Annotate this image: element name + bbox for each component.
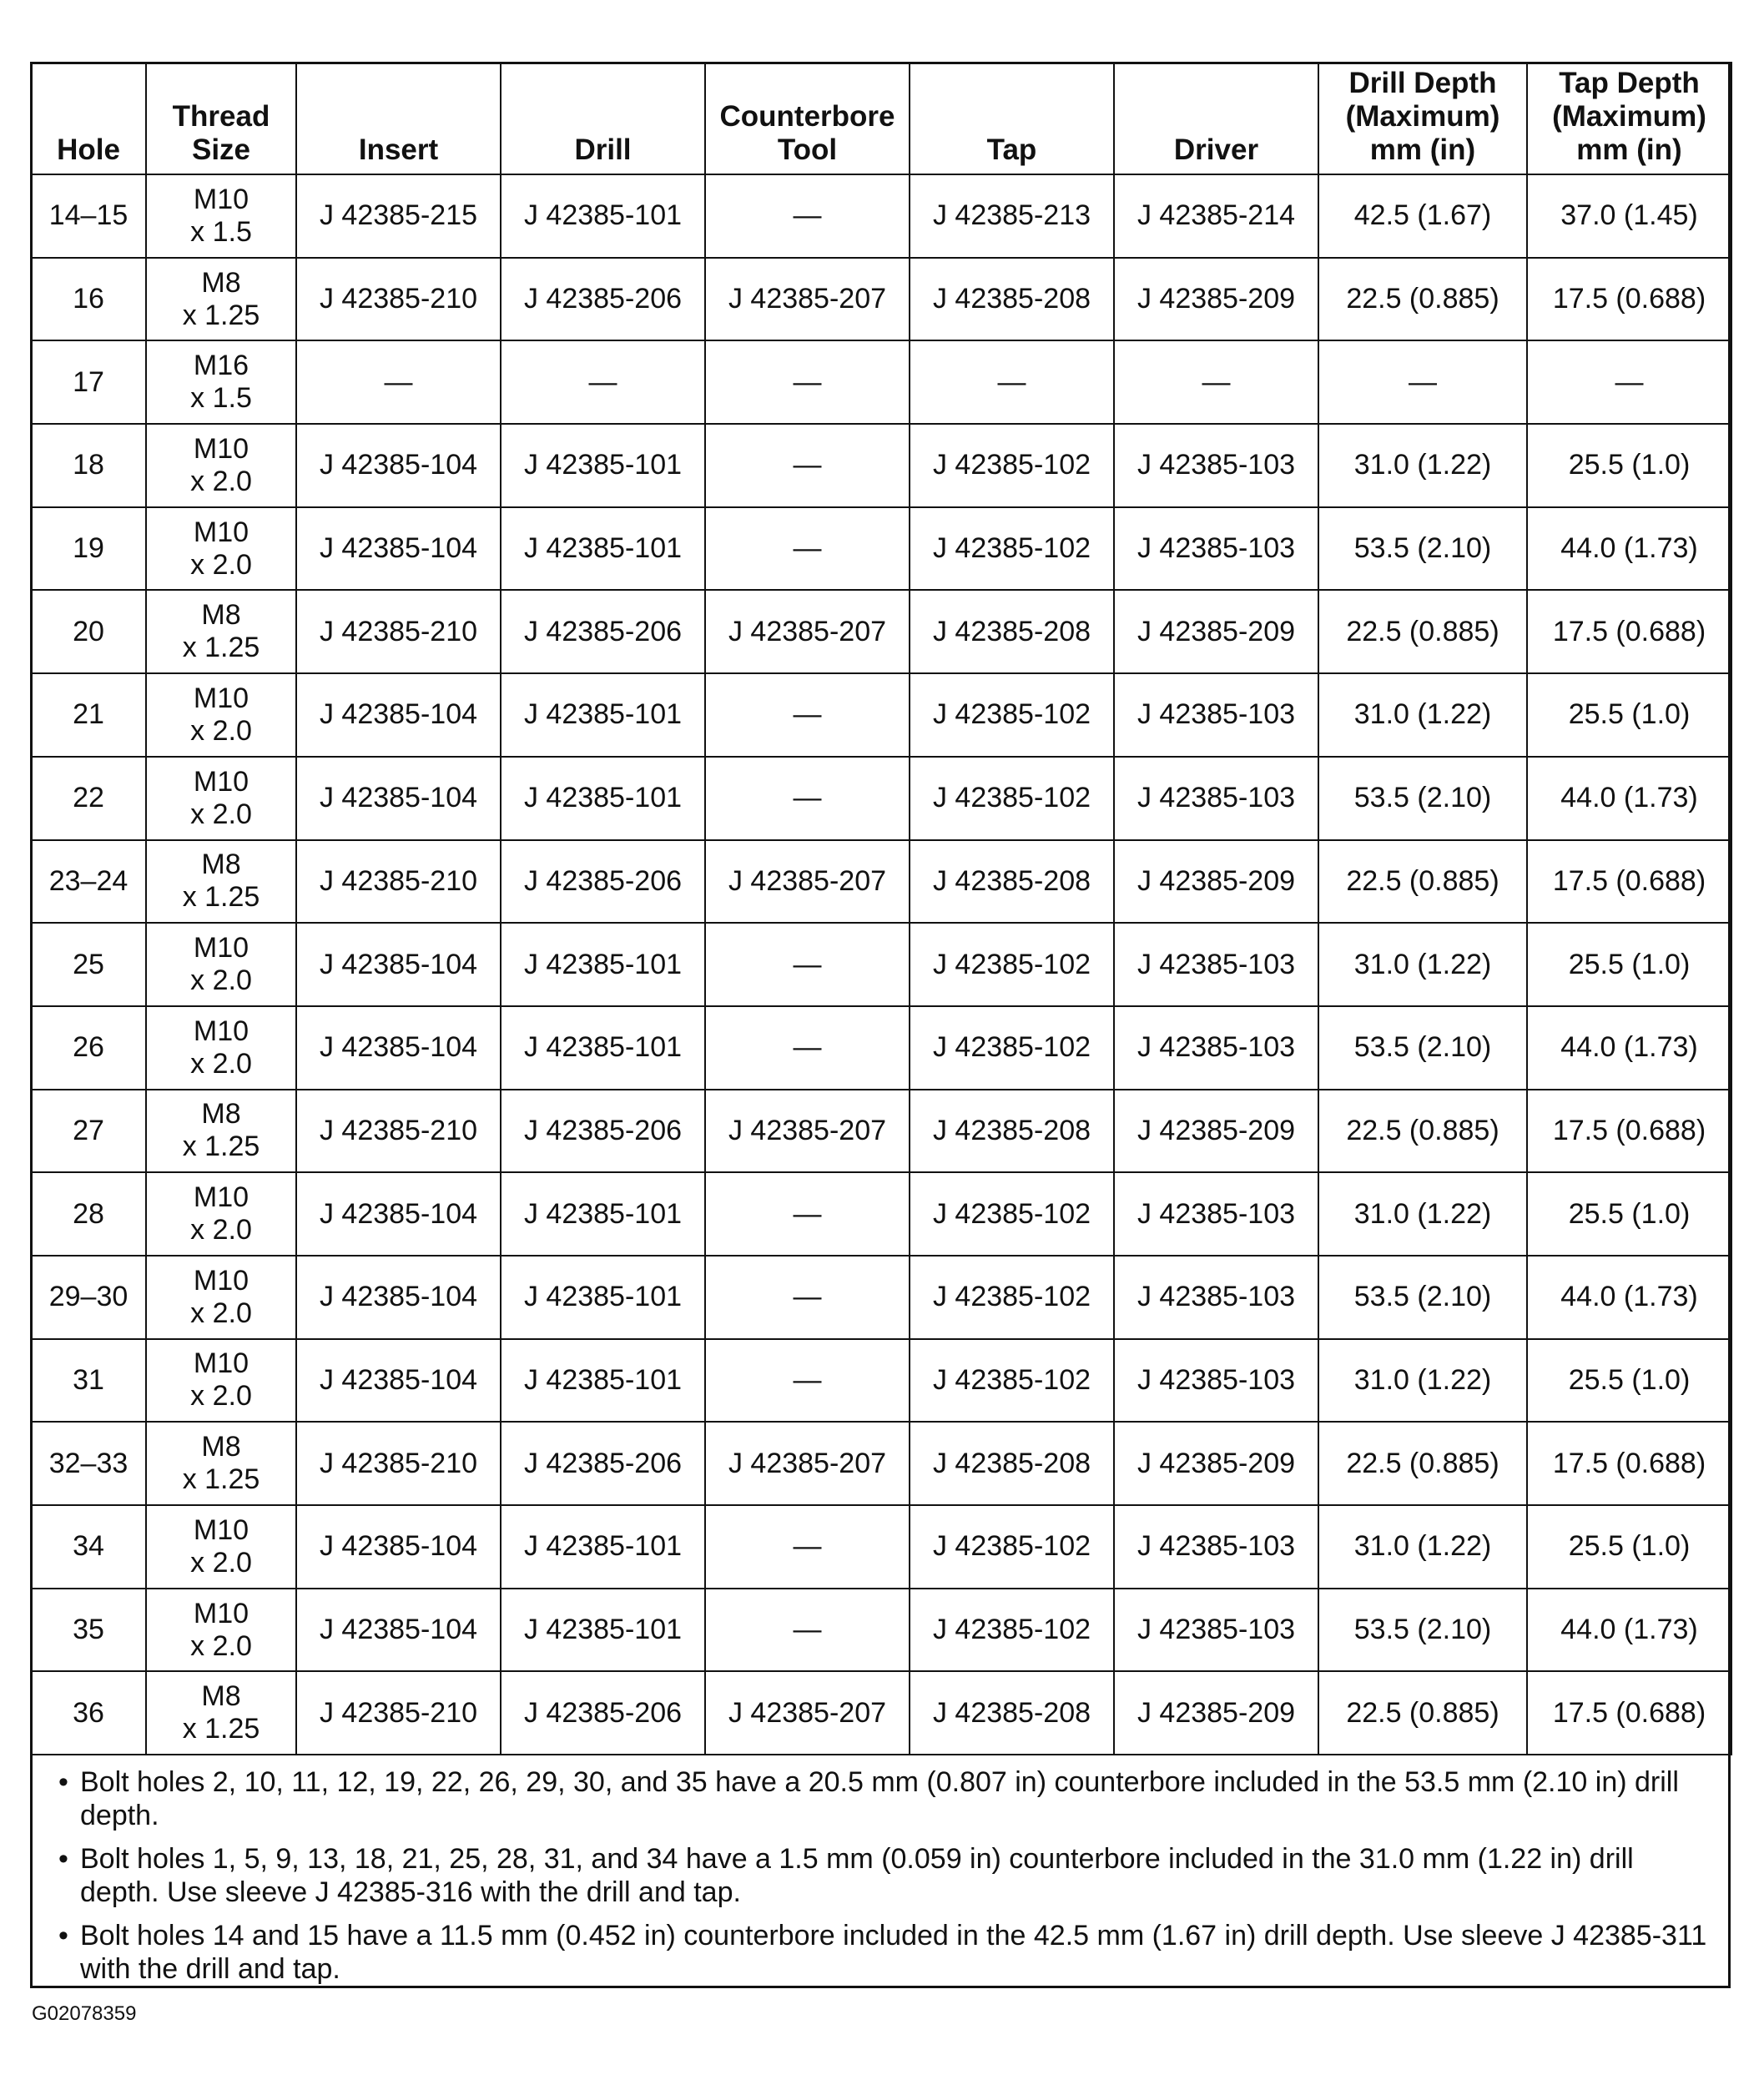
- cell-drill-depth: 22.5 (0.885): [1318, 590, 1527, 673]
- cell-thread-size: M10 x 2.0: [146, 1006, 296, 1090]
- cell-hole: 32–33: [31, 1422, 146, 1505]
- table-row: [31, 840, 1731, 924]
- note-item: [47, 1842, 1714, 1909]
- cell-insert: J 42385-104: [296, 757, 501, 840]
- note-text: Bolt holes 14 and 15 have a 11.5 mm (0.452 in) counterbore included in the 42.5 mm (1.67 in) drill depth. Use sleeve J 42385-311 with the drill and tap.: [80, 1920, 1707, 1985]
- cell-counterbore-tool: —: [705, 340, 910, 424]
- cell-tap: J 42385-208: [910, 840, 1114, 924]
- table-row: [31, 757, 1731, 840]
- cell-driver: —: [1114, 340, 1318, 424]
- table-row: [31, 923, 1731, 1006]
- cell-insert: J 42385-210: [296, 258, 501, 341]
- table-row: [31, 1256, 1731, 1339]
- cell-driver: J 42385-103: [1114, 507, 1318, 591]
- cell-driver: J 42385-103: [1114, 1256, 1318, 1339]
- cell-tap-depth: 25.5 (1.0): [1527, 424, 1731, 507]
- header-tap-depth: Tap Depth (Maximum) mm (in): [1527, 63, 1731, 174]
- cell-hole: 27: [31, 1090, 146, 1173]
- cell-drill: J 42385-206: [501, 1090, 705, 1173]
- cell-counterbore-tool: J 42385-207: [705, 258, 910, 341]
- header-driver: Driver: [1114, 63, 1318, 174]
- bullet-icon: •: [58, 1920, 68, 1952]
- cell-driver: J 42385-103: [1114, 1589, 1318, 1672]
- cell-hole: 18: [31, 424, 146, 507]
- header-drill-depth: Drill Depth (Maximum) mm (in): [1318, 63, 1527, 174]
- cell-drill-depth: 31.0 (1.22): [1318, 1339, 1527, 1423]
- table-row: [31, 1006, 1731, 1090]
- cell-thread-size: M10 x 2.0: [146, 757, 296, 840]
- cell-hole: 36: [31, 1671, 146, 1755]
- table-row: [31, 258, 1731, 341]
- cell-drill-depth: 31.0 (1.22): [1318, 1172, 1527, 1256]
- cell-hole: 23–24: [31, 840, 146, 924]
- cell-drill-depth: 53.5 (2.10): [1318, 1006, 1527, 1090]
- cell-tap: J 42385-102: [910, 757, 1114, 840]
- cell-insert: J 42385-104: [296, 507, 501, 591]
- cell-hole: 20: [31, 590, 146, 673]
- cell-tap: J 42385-102: [910, 1256, 1114, 1339]
- cell-counterbore-tool: —: [705, 424, 910, 507]
- cell-drill: J 42385-206: [501, 1422, 705, 1505]
- cell-drill-depth: 31.0 (1.22): [1318, 424, 1527, 507]
- cell-drill: J 42385-101: [501, 1006, 705, 1090]
- cell-tap-depth: 44.0 (1.73): [1527, 757, 1731, 840]
- cell-insert: J 42385-104: [296, 1339, 501, 1423]
- cell-tap: J 42385-102: [910, 1589, 1114, 1672]
- cell-thread-size: M8 x 1.25: [146, 840, 296, 924]
- bullet-icon: •: [58, 1843, 68, 1875]
- cell-counterbore-tool: —: [705, 757, 910, 840]
- cell-counterbore-tool: J 42385-207: [705, 840, 910, 924]
- cell-drill: J 42385-206: [501, 590, 705, 673]
- cell-driver: J 42385-103: [1114, 757, 1318, 840]
- cell-counterbore-tool: J 42385-207: [705, 590, 910, 673]
- cell-drill: J 42385-101: [501, 1589, 705, 1672]
- cell-thread-size: M10 x 1.5: [146, 174, 296, 258]
- cell-driver: J 42385-209: [1114, 1671, 1318, 1755]
- cell-insert: J 42385-210: [296, 1671, 501, 1755]
- cell-insert: J 42385-210: [296, 590, 501, 673]
- cell-drill-depth: 31.0 (1.22): [1318, 673, 1527, 757]
- cell-drill: J 42385-101: [501, 507, 705, 591]
- cell-drill-depth: 22.5 (0.885): [1318, 1422, 1527, 1505]
- cell-driver: J 42385-209: [1114, 258, 1318, 341]
- cell-drill: J 42385-101: [501, 757, 705, 840]
- cell-counterbore-tool: —: [705, 1256, 910, 1339]
- cell-drill: J 42385-101: [501, 1339, 705, 1423]
- figure-id: G02078359: [32, 2002, 137, 2025]
- cell-thread-size: M10 x 2.0: [146, 1256, 296, 1339]
- cell-counterbore-tool: —: [705, 174, 910, 258]
- cell-counterbore-tool: J 42385-207: [705, 1422, 910, 1505]
- header-counterbore-tool: Counterbore Tool: [705, 63, 910, 174]
- cell-insert: J 42385-210: [296, 1090, 501, 1173]
- cell-hole: 31: [31, 1339, 146, 1423]
- cell-tap-depth: 44.0 (1.73): [1527, 1006, 1731, 1090]
- table-row: [31, 1589, 1731, 1672]
- cell-drill: J 42385-206: [501, 258, 705, 341]
- table-row: [31, 1505, 1731, 1589]
- cell-counterbore-tool: —: [705, 1505, 910, 1589]
- cell-drill-depth: 22.5 (0.885): [1318, 1090, 1527, 1173]
- cell-drill: J 42385-101: [501, 1256, 705, 1339]
- cell-tap-depth: 25.5 (1.0): [1527, 923, 1731, 1006]
- note-item: [47, 1919, 1714, 1986]
- cell-drill-depth: —: [1318, 340, 1527, 424]
- cell-insert: J 42385-104: [296, 1006, 501, 1090]
- cell-tap-depth: 17.5 (0.688): [1527, 1090, 1731, 1173]
- cell-tap-depth: 17.5 (0.688): [1527, 1671, 1731, 1755]
- cell-drill-depth: 31.0 (1.22): [1318, 923, 1527, 1006]
- cell-insert: J 42385-215: [296, 174, 501, 258]
- table-row: [31, 424, 1731, 507]
- cell-counterbore-tool: J 42385-207: [705, 1090, 910, 1173]
- cell-tap-depth: 17.5 (0.688): [1527, 840, 1731, 924]
- cell-hole: 28: [31, 1172, 146, 1256]
- cell-thread-size: M10 x 2.0: [146, 1339, 296, 1423]
- cell-drill-depth: 31.0 (1.22): [1318, 1505, 1527, 1589]
- cell-insert: J 42385-104: [296, 1505, 501, 1589]
- cell-thread-size: M10 x 2.0: [146, 673, 296, 757]
- cell-driver: J 42385-103: [1114, 1505, 1318, 1589]
- cell-tap: J 42385-208: [910, 1422, 1114, 1505]
- cell-tap: J 42385-102: [910, 424, 1114, 507]
- cell-drill: J 42385-101: [501, 1505, 705, 1589]
- cell-tap: J 42385-102: [910, 673, 1114, 757]
- cell-drill-depth: 53.5 (2.10): [1318, 1589, 1527, 1672]
- cell-drill: —: [501, 340, 705, 424]
- cell-driver: J 42385-103: [1114, 923, 1318, 1006]
- cell-drill-depth: 22.5 (0.885): [1318, 840, 1527, 924]
- cell-hole: 25: [31, 923, 146, 1006]
- cell-tap-depth: 17.5 (0.688): [1527, 590, 1731, 673]
- cell-tap-depth: 37.0 (1.45): [1527, 174, 1731, 258]
- cell-insert: J 42385-104: [296, 1589, 501, 1672]
- table-row: [31, 673, 1731, 757]
- table-row: [31, 1090, 1731, 1173]
- table-row: [31, 1422, 1731, 1505]
- cell-driver: J 42385-103: [1114, 1339, 1318, 1423]
- table-row: [31, 174, 1731, 258]
- cell-insert: J 42385-104: [296, 424, 501, 507]
- cell-tap: J 42385-208: [910, 1090, 1114, 1173]
- cell-thread-size: M10 x 2.0: [146, 1589, 296, 1672]
- cell-hole: 26: [31, 1006, 146, 1090]
- cell-thread-size: M8 x 1.25: [146, 1671, 296, 1755]
- bullet-icon: •: [58, 1766, 68, 1798]
- header-insert: Insert: [296, 63, 501, 174]
- cell-tap-depth: 17.5 (0.688): [1527, 1422, 1731, 1505]
- cell-tap: J 42385-208: [910, 590, 1114, 673]
- cell-hole: 19: [31, 507, 146, 591]
- note-item: [47, 1765, 1714, 1832]
- cell-drill-depth: 53.5 (2.10): [1318, 757, 1527, 840]
- notes-section: [30, 1757, 1731, 1988]
- cell-driver: J 42385-209: [1114, 1090, 1318, 1173]
- cell-counterbore-tool: —: [705, 1172, 910, 1256]
- cell-counterbore-tool: J 42385-207: [705, 1671, 910, 1755]
- cell-thread-size: M10 x 2.0: [146, 424, 296, 507]
- cell-tap-depth: —: [1527, 340, 1731, 424]
- cell-hole: 16: [31, 258, 146, 341]
- cell-driver: J 42385-209: [1114, 840, 1318, 924]
- cell-thread-size: M10 x 2.0: [146, 507, 296, 591]
- cell-tap: J 42385-102: [910, 923, 1114, 1006]
- cell-drill-depth: 53.5 (2.10): [1318, 1256, 1527, 1339]
- cell-tap: J 42385-102: [910, 1172, 1114, 1256]
- cell-insert: J 42385-104: [296, 1256, 501, 1339]
- header-drill: Drill: [501, 63, 705, 174]
- table-header-row: [31, 63, 1731, 174]
- table-row: [31, 507, 1731, 591]
- header-tap: Tap: [910, 63, 1114, 174]
- cell-tap: J 42385-208: [910, 258, 1114, 341]
- cell-tap-depth: 44.0 (1.73): [1527, 1256, 1731, 1339]
- cell-drill: J 42385-206: [501, 840, 705, 924]
- cell-insert: J 42385-104: [296, 1172, 501, 1256]
- cell-counterbore-tool: —: [705, 507, 910, 591]
- cell-tap: J 42385-208: [910, 1671, 1114, 1755]
- cell-counterbore-tool: —: [705, 923, 910, 1006]
- cell-driver: J 42385-209: [1114, 590, 1318, 673]
- cell-hole: 29–30: [31, 1256, 146, 1339]
- cell-tap-depth: 44.0 (1.73): [1527, 507, 1731, 591]
- cell-tap: —: [910, 340, 1114, 424]
- table-row: [31, 1172, 1731, 1256]
- cell-thread-size: M10 x 2.0: [146, 923, 296, 1006]
- cell-driver: J 42385-103: [1114, 424, 1318, 507]
- cell-tap-depth: 25.5 (1.0): [1527, 1339, 1731, 1423]
- table-row: [31, 590, 1731, 673]
- cell-thread-size: M10 x 2.0: [146, 1505, 296, 1589]
- cell-drill-depth: 22.5 (0.885): [1318, 1671, 1527, 1755]
- note-text: Bolt holes 1, 5, 9, 13, 18, 21, 25, 28, 31, and 34 have a 1.5 mm (0.059 in) counterbore included in the 31.0 mm (1.22 in) drill depth. Use sleeve J 42385-316 with the drill and tap.: [80, 1843, 1634, 1908]
- cell-hole: 35: [31, 1589, 146, 1672]
- cell-driver: J 42385-103: [1114, 1172, 1318, 1256]
- cell-thread-size: M10 x 2.0: [146, 1172, 296, 1256]
- cell-thread-size: M8 x 1.25: [146, 590, 296, 673]
- cell-insert: J 42385-210: [296, 840, 501, 924]
- cell-drill: J 42385-101: [501, 923, 705, 1006]
- cell-driver: J 42385-214: [1114, 174, 1318, 258]
- cell-tap-depth: 17.5 (0.688): [1527, 258, 1731, 341]
- cell-drill: J 42385-101: [501, 424, 705, 507]
- cell-tap-depth: 25.5 (1.0): [1527, 1505, 1731, 1589]
- cell-hole: 22: [31, 757, 146, 840]
- cell-counterbore-tool: —: [705, 1589, 910, 1672]
- cell-drill: J 42385-101: [501, 1172, 705, 1256]
- cell-thread-size: M16 x 1.5: [146, 340, 296, 424]
- cell-tap-depth: 25.5 (1.0): [1527, 673, 1731, 757]
- cell-tap: J 42385-102: [910, 1505, 1114, 1589]
- cell-hole: 21: [31, 673, 146, 757]
- cell-driver: J 42385-209: [1114, 1422, 1318, 1505]
- cell-insert: J 42385-104: [296, 923, 501, 1006]
- cell-tap: J 42385-102: [910, 1006, 1114, 1090]
- cell-counterbore-tool: —: [705, 673, 910, 757]
- cell-hole: 14–15: [31, 174, 146, 258]
- cell-drill-depth: 53.5 (2.10): [1318, 507, 1527, 591]
- cell-insert: —: [296, 340, 501, 424]
- cell-insert: J 42385-210: [296, 1422, 501, 1505]
- cell-tap: J 42385-102: [910, 1339, 1114, 1423]
- cell-drill-depth: 42.5 (1.67): [1318, 174, 1527, 258]
- table-row: [31, 340, 1731, 424]
- cell-counterbore-tool: —: [705, 1006, 910, 1090]
- cell-driver: J 42385-103: [1114, 1006, 1318, 1090]
- cell-thread-size: M8 x 1.25: [146, 1090, 296, 1173]
- table-row: [31, 1671, 1731, 1755]
- cell-hole: 17: [31, 340, 146, 424]
- cell-tap-depth: 25.5 (1.0): [1527, 1172, 1731, 1256]
- table-row: [31, 1339, 1731, 1423]
- cell-drill: J 42385-101: [501, 174, 705, 258]
- cell-counterbore-tool: —: [705, 1339, 910, 1423]
- tool-spec-table: [30, 62, 1732, 1755]
- cell-drill: J 42385-101: [501, 673, 705, 757]
- cell-tap: J 42385-102: [910, 507, 1114, 591]
- cell-thread-size: M8 x 1.25: [146, 258, 296, 341]
- note-text: Bolt holes 2, 10, 11, 12, 19, 22, 26, 29, 30, and 35 have a 20.5 mm (0.807 in) counterbore included in the 53.5 mm (2.10 in) drill depth.: [80, 1766, 1679, 1831]
- cell-drill: J 42385-206: [501, 1671, 705, 1755]
- cell-tap-depth: 44.0 (1.73): [1527, 1589, 1731, 1672]
- cell-tap: J 42385-213: [910, 174, 1114, 258]
- cell-hole: 34: [31, 1505, 146, 1589]
- cell-thread-size: M8 x 1.25: [146, 1422, 296, 1505]
- cell-insert: J 42385-104: [296, 673, 501, 757]
- header-thread-size: Thread Size: [146, 63, 296, 174]
- cell-driver: J 42385-103: [1114, 673, 1318, 757]
- cell-drill-depth: 22.5 (0.885): [1318, 258, 1527, 341]
- table-body: [31, 174, 1731, 1755]
- header-hole: Hole: [31, 63, 146, 174]
